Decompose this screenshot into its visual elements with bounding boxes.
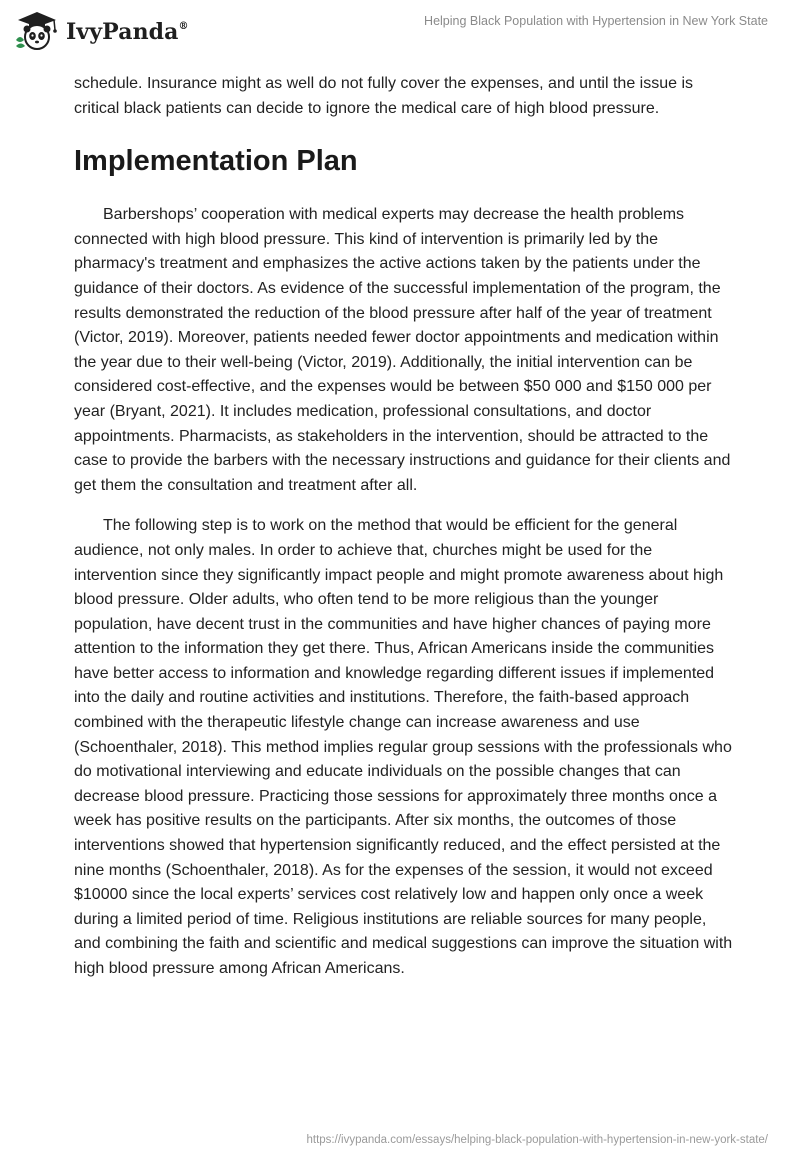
- page-header: [0, 0, 800, 60]
- panda-graduate-logo-icon: [14, 10, 60, 52]
- intro-paragraph: schedule. Insurance might as well do not fully cover the expenses, and until the issue is critical black patients can decide to ignore the medical care of high blood pressure.: [74, 75, 694, 117]
- ivypanda-logo[interactable]: [14, 10, 189, 52]
- essay-body: [74, 72, 734, 998]
- document-title: Helping Black Population with Hypertension in New York State: [424, 14, 768, 28]
- brand-name: IvyPanda: [66, 19, 179, 45]
- body-paragraph: The following step is to work on the method that would be efficient for the general audience, not only males. In order to achieve that, churches might be used for the intervention since they significantly impact people and might promote awareness about high blood pressure. Older adults, who often tend to be more religious than the younger population, have decent trust in the communities and have higher chances of paying more attention to the information they get there. Thus, African Americans inside the communities have better access to information and knowledge regarding different issues if implemented into the daily and routine activities and institutions. Therefore, the faith-based approach combined with the therapeutic lifestyle change can increase awareness and use (Schoenthaler, 2018). This method implies regular group sessions with the professionals who do motivational interviewing and educate individuals on the possible changes that can decrease blood pressure. Practicing those sessions for approximately three months once a week has positive results on the participants. After six months, the outcomes of those interventions showed that hypertension significantly reduced, and the effect persisted at the nine months (Schoenthaler, 2018). As for the expenses of the session, it would not exceed $10000 since the local experts’ services cost relatively low and happen only once a week during a limited period of time. Religious institutions are reliable sources for many people, and combining the faith and scientific and medical suggestions can improve the situation with high blood pressure among African Americans.: [74, 517, 733, 977]
- registered-mark: ®: [178, 20, 189, 32]
- brand-wordmark: [66, 19, 189, 45]
- source-url[interactable]: https://ivypanda.com/essays/helping-black-population-with-hypertension-in-new-york-state/: [306, 1134, 768, 1146]
- section-heading: Implementation Plan: [74, 145, 358, 178]
- body-paragraph: Barbershops’ cooperation with medical experts may decrease the health problems connected with high blood pressure. This kind of intervention is primarily led by the pharmacy's treatment and emphasizes the active actions taken by the patients under the guidance of their doctors. As evidence of the successful implementation of the program, the results demonstrated the reduction of the blood pressure after half of the year of treatment (Victor, 2019). Moreover, patients needed fewer doctor appointments and medication within the year due to their well-being (Victor, 2019). Additionally, the initial intervention can be considered cost-effective, and the expenses would be between $50 000 and $150 000 per year (Bryant, 2021). It includes medication, professional consultations, and doctor appointments. Pharmacists, as stakeholders in the intervention, should be attracted to the case to provide the barbers with the necessary instructions and guidance for their clients and get them the consultation and treatment after all.: [74, 206, 731, 494]
